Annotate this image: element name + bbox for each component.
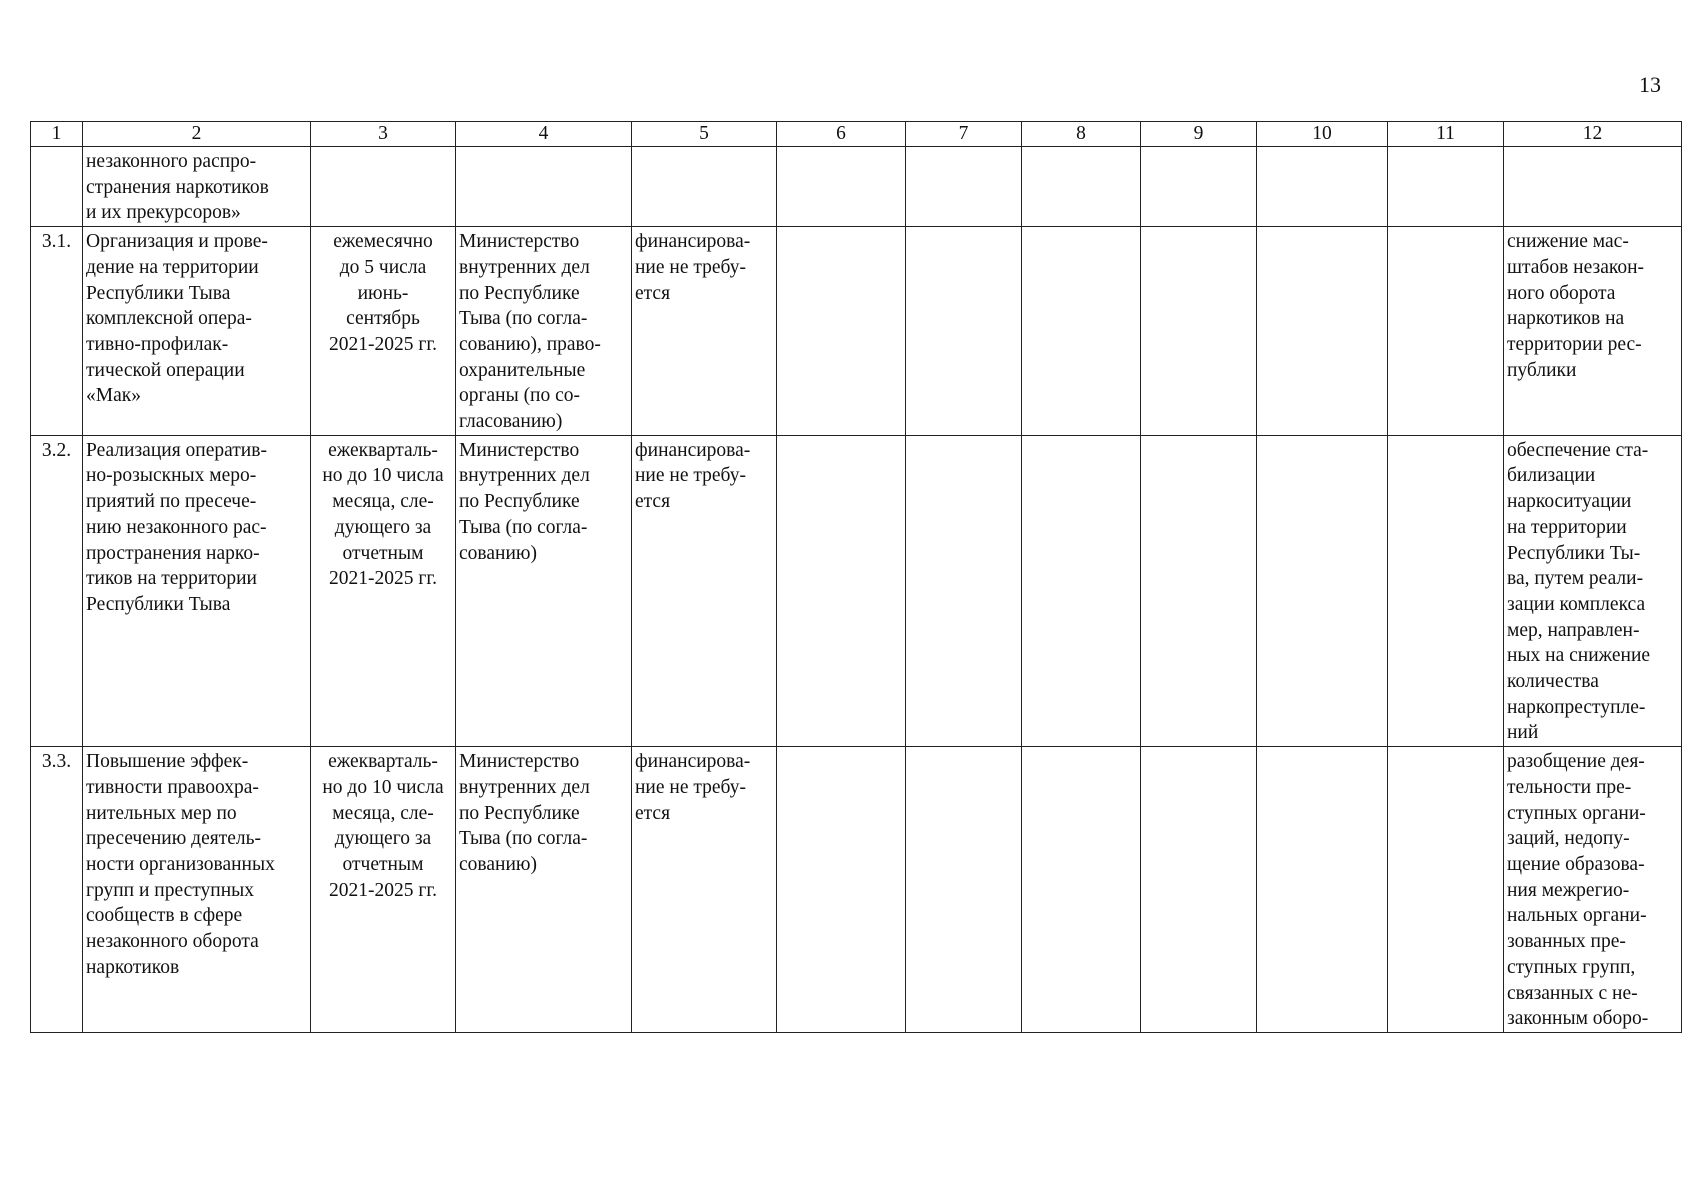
table-cell-col-7: [906, 227, 1022, 436]
table-cell-col-1: [31, 227, 83, 436]
table-row-3-2: [31, 435, 1682, 746]
table-cell-col-6: [777, 747, 906, 1033]
table-cell-col-1: [31, 435, 83, 746]
column-number-8: 8: [1022, 122, 1141, 147]
table-cell-col-1: [31, 747, 83, 1033]
table-cell-col-6: [777, 147, 906, 227]
table-row-intro: [31, 147, 1682, 227]
table-cell-col-12: [1504, 747, 1682, 1033]
column-number-5: 5: [632, 122, 777, 147]
table-cell-col-3: [311, 227, 456, 436]
table-cell-col-4: [456, 147, 632, 227]
cell-text: финансирова- ние не требу- ется: [635, 439, 751, 513]
cell-text: финансирова- ние не требу- ется: [635, 231, 751, 304]
table-cell-col-11: [1388, 227, 1504, 436]
table-cell-col-6: [777, 227, 906, 436]
cell-text: ежекварталь- но до 10 числа месяца, сле- дующего за отчетным 2021-2025 гг.: [322, 751, 444, 901]
table-cell-col-11: [1388, 435, 1504, 746]
cell-text: разобщение дея- тельности пре- ступных органи- заций, недопу- щение образова- ния межрегио- нальных органи- зованных пре- ступных групп, связанных с не- законным оборо-: [1507, 751, 1649, 1030]
column-number-4: 4: [456, 122, 632, 147]
table-cell-col-4: [456, 227, 632, 436]
table-cell-col-11: [1388, 747, 1504, 1033]
table-cell-col-12: [1504, 227, 1682, 436]
table-cell-col-5: [632, 747, 777, 1033]
table-cell-col-5: [632, 435, 777, 746]
table-cell-col-6: [777, 435, 906, 746]
table-cell-col-8: [1022, 747, 1141, 1033]
column-number-7: 7: [906, 122, 1022, 147]
cell-text: незаконного распро- странения наркотиков и их прекурсоров»: [86, 151, 269, 224]
cell-text: обеспечение ста- билизации наркоситуации на территории Республики Ты- ва, путем реали- зации комплекса мер, направлен- ных на снижение количества наркопреступле- ний: [1507, 439, 1651, 744]
table-cell-col-3: [311, 147, 456, 227]
table-row-3-1: [31, 227, 1682, 436]
column-number-1: 1: [31, 122, 83, 147]
table-cell-col-12: [1504, 435, 1682, 746]
table-cell-col-2: [83, 435, 311, 746]
table-cell-col-12: [1504, 147, 1682, 227]
page-number: 13: [1639, 72, 1661, 97]
table-cell-col-8: [1022, 147, 1141, 227]
table-cell-col-4: [456, 435, 632, 746]
column-number-3: 3: [311, 122, 456, 147]
table-cell-col-3: [311, 435, 456, 746]
column-number-6: 6: [777, 122, 906, 147]
cell-text: финансирова- ние не требу- ется: [635, 751, 751, 824]
cell-text: Министерство внутренних дел по Республике Тыва (по согла- сованию), право- охранительные органы (по со- гласованию): [459, 231, 601, 433]
cell-text: 3.1.: [41, 231, 72, 253]
table-cell-col-10: [1257, 147, 1388, 227]
cell-text: 3.3.: [41, 751, 72, 773]
column-number-12: 12: [1504, 122, 1682, 147]
column-number-9: 9: [1141, 122, 1257, 147]
table-cell-col-9: [1141, 147, 1257, 227]
table-cell-col-9: [1141, 435, 1257, 746]
plan-table: [30, 121, 1682, 1033]
cell-text: Министерство внутренних дел по Республике Тыва (по согла- сованию): [459, 751, 590, 875]
column-number-2: 2: [83, 122, 311, 147]
table-cell-col-5: [632, 227, 777, 436]
cell-text: ежекварталь- но до 10 числа месяца, сле- дующего за отчетным 2021-2025 гг.: [322, 439, 444, 590]
table-row-3-3: [31, 747, 1682, 1033]
column-number-header-row: [31, 122, 1682, 147]
column-number-11: 11: [1388, 122, 1504, 147]
table-cell-col-9: [1141, 227, 1257, 436]
table-cell-col-2: [83, 747, 311, 1033]
table-cell-col-8: [1022, 435, 1141, 746]
cell-text: Министерство внутренних дел по Республике Тыва (по согла- сованию): [459, 439, 590, 564]
cell-text: ежемесячно до 5 числа июнь- сентябрь 2021-2025 гг.: [328, 231, 438, 355]
column-number-10: 10: [1257, 122, 1388, 147]
cell-text: Организация и прове- дение на территории Республики Тыва комплексной опера- тивно-профилак- тической операции «Мак»: [86, 231, 268, 407]
cell-text: Реализация оператив- но-розыскных меро- приятий по пресече- нию незаконного рас- пространения нарко- тиков на территории Республики Тыва: [86, 439, 267, 615]
table-cell-col-8: [1022, 227, 1141, 436]
table-cell-col-5: [632, 147, 777, 227]
table-cell-col-10: [1257, 435, 1388, 746]
cell-text: снижение мас- штабов незакон- ного оборота наркотиков на территории рес- публики: [1507, 231, 1645, 381]
table-cell-col-1: [31, 147, 83, 227]
cell-text: Повышение эффек- тивности правоохра- нительных мер по пресечению деятель- ности организованных групп и преступных сообществ в сфере незаконного оборота наркотиков: [86, 751, 275, 978]
table-cell-col-3: [311, 747, 456, 1033]
table-cell-col-10: [1257, 747, 1388, 1033]
table-cell-col-7: [906, 435, 1022, 746]
table-cell-col-2: [83, 227, 311, 436]
table-cell-col-7: [906, 147, 1022, 227]
table-cell-col-2: [83, 147, 311, 227]
table-cell-col-10: [1257, 227, 1388, 436]
table-cell-col-11: [1388, 147, 1504, 227]
table-cell-col-9: [1141, 747, 1257, 1033]
table-cell-col-7: [906, 747, 1022, 1033]
table-cell-col-4: [456, 747, 632, 1033]
cell-text: 3.2.: [41, 439, 72, 461]
